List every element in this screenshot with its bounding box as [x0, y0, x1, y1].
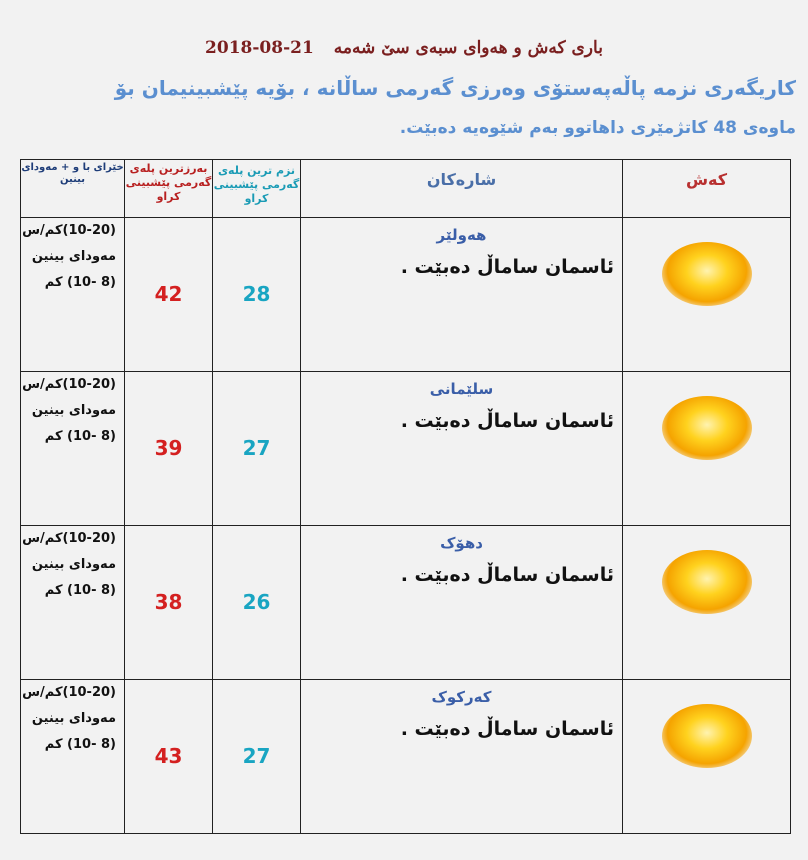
- table-row: [21, 372, 791, 526]
- visibility-range: (8 -10) کم: [44, 429, 116, 444]
- max-temp-cell: [125, 372, 213, 526]
- visibility-label: مەودای بینین: [31, 557, 116, 572]
- city-name: کەرکوک: [431, 688, 492, 706]
- visibility-label: مەودای بینین: [31, 403, 116, 418]
- condition-text: ئاسمان ساماڵ دەبێت .: [400, 564, 614, 586]
- city-cell: [301, 218, 623, 372]
- visibility-range: (8 -10) کم: [44, 275, 116, 290]
- min-temp-cell: [213, 372, 301, 526]
- max-temp: 43: [154, 744, 183, 768]
- condition-text: ئاسمان ساماڵ دەبێت .: [400, 410, 614, 432]
- header-cloud: کەش: [623, 160, 791, 218]
- page-title: [0, 38, 808, 58]
- wind-cell: [21, 680, 125, 834]
- max-temp-cell: [125, 218, 213, 372]
- table-row: [21, 218, 791, 372]
- visibility-range: (8 -10) کم: [44, 583, 116, 598]
- min-temp: 27: [242, 744, 271, 768]
- cloud-cell: [623, 526, 791, 680]
- header-wind: خێرای با و + مەودای بینین: [21, 160, 125, 218]
- weather-table: [20, 159, 791, 834]
- visibility-range: (8 -10) کم: [44, 737, 116, 752]
- table-row: [21, 526, 791, 680]
- max-temp-cell: [125, 680, 213, 834]
- wind-cell: [21, 218, 125, 372]
- min-temp: 27: [242, 436, 271, 460]
- header-min-temp: نزم ترین پلەی گەرمی پێشبینی کراو: [213, 160, 301, 218]
- table-header-row: [21, 160, 791, 218]
- sun-icon: [662, 550, 752, 614]
- city-cell: [301, 680, 623, 834]
- header-max-temp: بەرزترین پلەی گەرمی پێشبینی کراو: [125, 160, 213, 218]
- min-temp-cell: [213, 526, 301, 680]
- sun-icon: [662, 396, 752, 460]
- max-temp: 38: [154, 590, 183, 614]
- city-name: هەولێر: [436, 226, 487, 244]
- max-temp: 42: [154, 282, 183, 306]
- wind-speed: (10-20)کم/س: [22, 531, 116, 546]
- max-temp: 39: [154, 436, 183, 460]
- city-cell: [301, 526, 623, 680]
- sun-icon: [662, 704, 752, 768]
- subtitle-line-1: کاریگەری نزمە پاڵەپەستۆی وەرزی گەرمی ساڵانە ، بۆیە پێشبینیمان بۆ: [114, 76, 796, 100]
- visibility-label: مەودای بینین: [31, 711, 116, 726]
- cloud-cell: [623, 218, 791, 372]
- city-name: دهۆک: [440, 534, 483, 552]
- cloud-cell: [623, 680, 791, 834]
- visibility-label: مەودای بینین: [31, 249, 116, 264]
- wind-speed: (10-20)کم/س: [22, 377, 116, 392]
- title-text: باری کەش و هەوای سبەی سێ شەمە: [333, 38, 603, 58]
- min-temp: 26: [242, 590, 271, 614]
- min-temp-cell: [213, 680, 301, 834]
- cloud-cell: [623, 372, 791, 526]
- wind-speed: (10-20)کم/س: [22, 223, 116, 238]
- city-cell: [301, 372, 623, 526]
- city-name: سلێمانی: [429, 380, 494, 398]
- wind-cell: [21, 372, 125, 526]
- sun-icon: [662, 242, 752, 306]
- min-temp-cell: [213, 218, 301, 372]
- table-row: [21, 680, 791, 834]
- subtitle-line-2: ماوەی 48 کاتژمێری داهاتوو بەم شێوەیە دەبێت.: [399, 118, 796, 138]
- date-label: 2018-08-21: [205, 38, 314, 58]
- header-cities: شارەکان: [301, 160, 623, 218]
- min-temp: 28: [242, 282, 271, 306]
- condition-text: ئاسمان ساماڵ دەبێت .: [400, 256, 614, 278]
- max-temp-cell: [125, 526, 213, 680]
- condition-text: ئاسمان ساماڵ دەبێت .: [400, 718, 614, 740]
- wind-cell: [21, 526, 125, 680]
- wind-speed: (10-20)کم/س: [22, 685, 116, 700]
